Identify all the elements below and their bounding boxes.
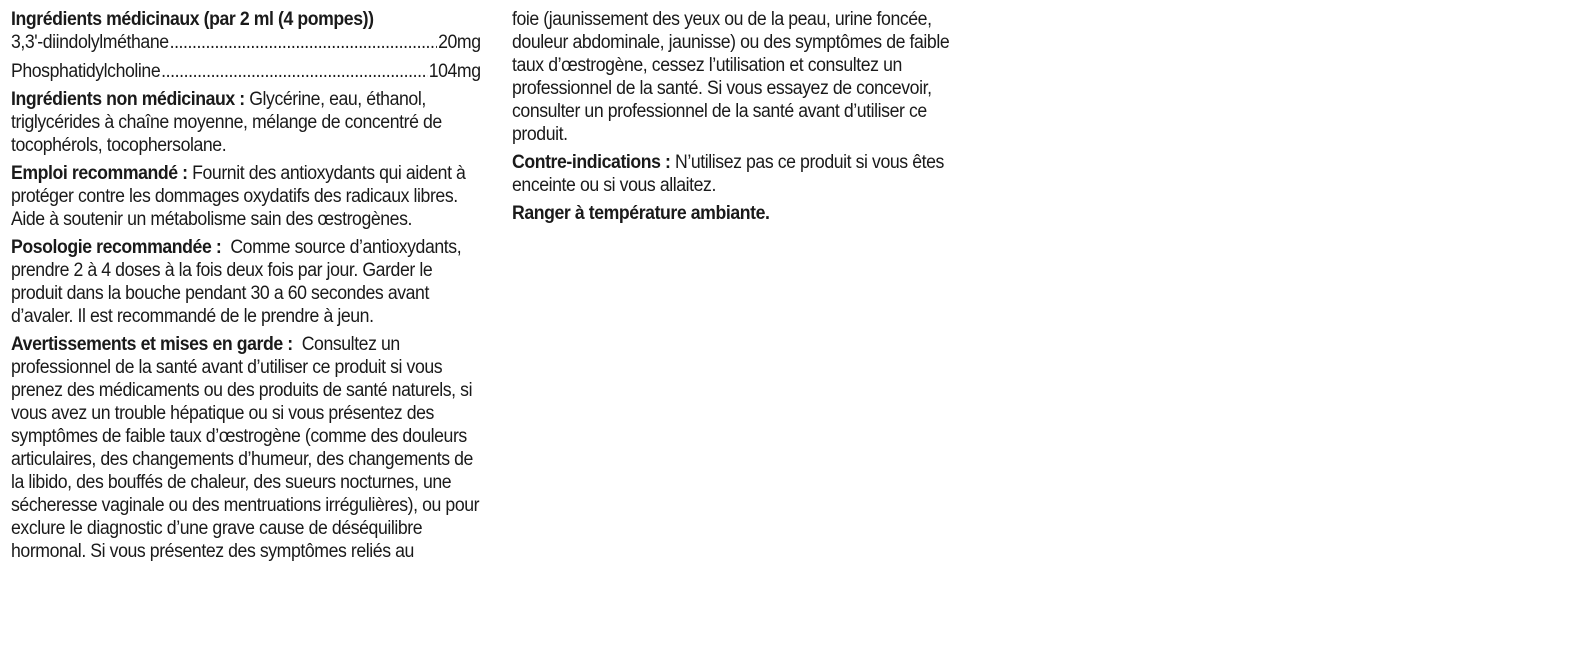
label-column-right [512,8,977,230]
non-medicinal-text: Glycérine, eau, éthanol, triglycérides à chaîne moyenne, mélange de concentré de tocophérols, tocophersolane. [11,89,442,156]
contraindications-heading: Contre-indications : [512,152,671,173]
dot-leader [161,60,428,83]
label-column-left [11,8,484,568]
recommended-dose-heading: Posologie recommandée : [11,237,222,258]
ingredient-amount: 20mg [438,32,481,53]
dot-leader [170,31,438,54]
ingredient-name: Phosphatidylcholine [11,61,161,82]
storage-instructions: Ranger à température ambiante. [512,203,770,224]
recommended-dose-section [11,236,481,328]
non-medicinal-ingredients-section [11,88,481,157]
ingredient-row [11,31,481,54]
medicinal-ingredients-section [11,8,481,83]
warnings-continued: foie (jaunissement des yeux ou de la peau, urine foncée, douleur abdominale, jaunisse) ou des symptômes de faible taux d’œstrogène, cessez l’utilisation et consultez un professionnel de la santé. Si vous essayez de concevoir, consulter un professionnel de la santé avant d’utiliser ce produit. [512,9,950,145]
non-medicinal-heading: Ingrédients non médicinaux : [11,89,245,110]
ingredient-name: 3,3'-diindolylméthane [11,32,169,53]
recommended-use-section [11,162,481,231]
recommended-use-heading: Emploi recommandé : [11,163,188,184]
ingredient-row [11,60,481,83]
contraindications-text: N’utilisez pas ce produit si vous êtes enceinte ou si vous allaitez. [512,152,944,196]
contraindications-section [512,151,977,197]
recommended-use-text: Fournit des antioxydants qui aident à protéger contre les dommages oxydatifs des radicaux libres. Aide à soutenir un métabolisme sain des œstrogènes. [11,163,466,230]
recommended-dose-text: Comme source d’antioxydants, prendre 2 à 4 doses à la fois deux fois par jour. Garder le produit dans la bouche pendant 30 a 60 secondes avant d’avaler. Il est recommandé de le prendre à jeun. [11,237,466,327]
warnings-text: Consultez un professionnel de la santé avant d’utiliser ce produit si vous prenez des médicaments ou des produits de santé naturels, si vous avez un trouble hépatique ou si vous présentez des symptômes de faible taux d’œstrogène (comme des douleurs articulaires, des changements d’humeur, des changements de la libido, des bouffés de chaleur, des sueurs nocturnes, une sécheresse vaginale ou des mentruations irrégulières), ou pour exclure le diagnostic d’une grave cause de déséquilibre hormonal. Si vous présentez des symptômes reliés au [11,334,484,562]
warnings-heading: Avertissements et mises en garde : [11,334,293,355]
warnings-section [11,333,484,563]
medicinal-ingredients-heading: Ingrédients médicinaux (par 2 ml (4 pompes)) [11,9,374,30]
ingredient-amount: 104mg [428,61,481,82]
